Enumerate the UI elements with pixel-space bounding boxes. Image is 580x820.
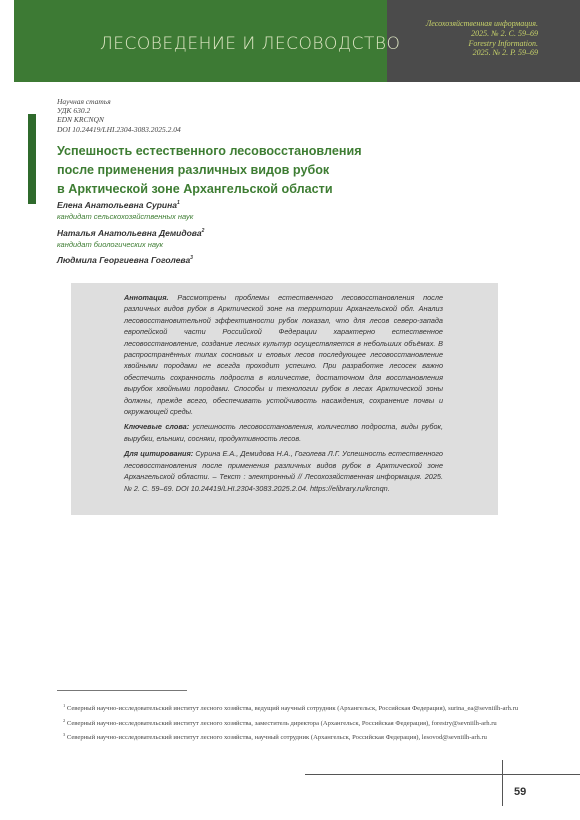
journal-en-line1: Forestry Information. (468, 38, 538, 48)
journal-info (388, 19, 538, 58)
section-title: ЛЕСОВЕДЕНИЕ И ЛЕСОВОДСТВО (100, 34, 401, 54)
article-type: Научная статья (57, 97, 111, 106)
doi-code: DOI 10.24419/LHI.2304-3083.2025.2.04 (57, 124, 181, 134)
title-line-2: после применения различных видов рубок (57, 163, 330, 177)
keywords-label: Ключевые слова: (124, 422, 190, 432)
citation-text: Сурина Е.А., Демидова Н.А., Гоголева Л.Г. Успешность естественного лесовосстановления после применения различных видов рубок в Арктической зоне Архангельской области. – Текст : электронный // Лесохозяйственная информация. 2025. № 2. С. 59–69. DOI 10.24419/LHI.2304-3083.2025.2.04. https://elibrary.ru/krcnqn. (124, 449, 443, 493)
abstract-text (124, 292, 443, 498)
article-meta (57, 97, 181, 134)
author-name: Людмила Георгиевна Гоголева$^3$ (57, 255, 193, 265)
title-line-3: в Арктической зоне Архангельской области (57, 182, 333, 196)
udc-code: УДК 630.2 (57, 106, 91, 116)
author-name: Наталья Анатольевна Демидова$^2$ (57, 228, 205, 238)
page-footer-rule (305, 774, 580, 775)
annotation-text: Рассмотрены проблемы естественного лесовосстановления после различных видов рубок в Арктической зоне на территории Архангельской обл. Анализ лесовосстановительной эффективности рубок показал, что для лесов северо-запада европейской части Российской Федерации характерно естественное лесовосстановление, создание лесных культур осуществляется в небольших объёмах. В распространённых типах сосновых и еловых лесов последующее лесовосстановление хвойными породами не всегда проходит успешно. При разработке лесосек важно обеспечить сохранность подроста в количестве, достаточном для восстановления вырубок хвойными породами. Способы и технологии рубок в лесах Арктической зоны должны, прежде всего, обеспечивать устойчивость насаждения, сохранение почвы и окружающей среды. (124, 293, 444, 417)
edn-code: EDN KRCNQN (57, 115, 104, 125)
footnote-divider (57, 690, 187, 691)
page-number: 59 (514, 786, 527, 798)
author-degree: кандидат сельскохозяйственных наук (57, 212, 194, 221)
footnote: $^2$ Северный научно-исследовательский институт лесного хозяйства, заместитель директора (Архангельск, Российская Федерация), forestry@sevniilh-arh.ru (63, 717, 497, 727)
page-footer-vertical-rule (502, 760, 503, 806)
footnotes (57, 700, 525, 744)
citation-paragraph (124, 448, 443, 494)
keywords-text: успешность лесовосстановления, количество подроста, виды рубок, вырубки, ельники, сосняки, продуктивность лесов. (124, 422, 444, 443)
keywords-paragraph (124, 421, 443, 444)
footnote: $^1$ Северный научно-исследовательский институт лесного хозяйства, ведущий научный сотрудник (Архангельск, Российская Федерация), surina_ea@sevniilh-arh.ru (63, 703, 519, 713)
author-name: Елена Анатольевна Сурина$^1$ (57, 200, 180, 210)
author-degree: кандидат биологических наук (57, 240, 164, 249)
footnote: $^3$ Северный научно-исследовательский институт лесного хозяйства, научный сотрудник (Архангельск, Российская Федерация), lesovod@sevniilh-arh.ru (63, 732, 487, 742)
citation-label: Для цитирования: (124, 449, 194, 459)
title-accent-bar (28, 114, 36, 204)
annotation-paragraph (124, 292, 443, 417)
journal-ru-line2: 2025. № 2. С. 59–69 (471, 28, 538, 38)
title-line-1: Успешность естественного лесовосстановления (57, 144, 362, 158)
journal-en-line2: 2025. № 2. P. 59–69 (472, 48, 538, 58)
article-title (57, 142, 377, 199)
journal-ru-line1: Лесохозяйственная информация. (425, 19, 538, 28)
annotation-label: Аннотация. (124, 293, 169, 302)
